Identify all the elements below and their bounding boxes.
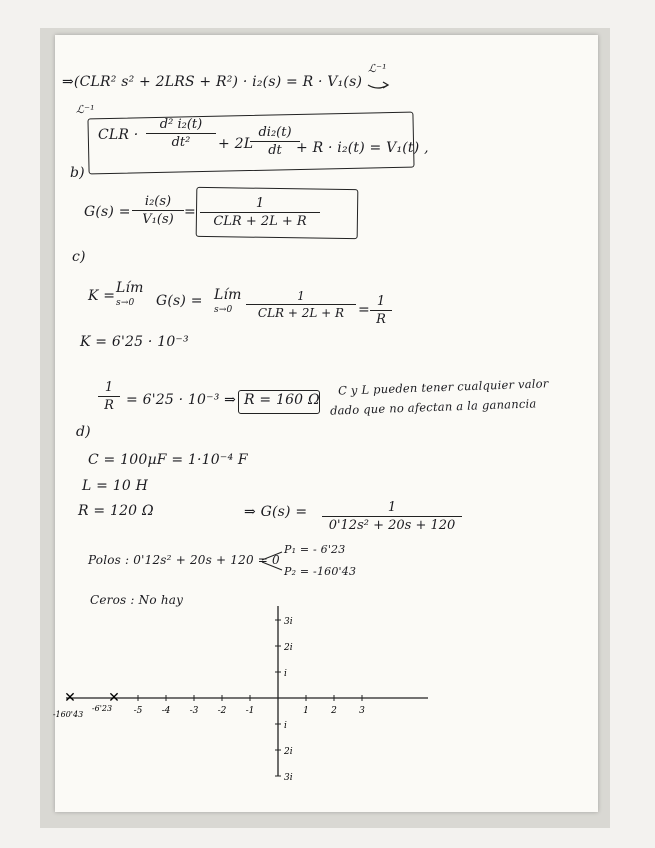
- y-tick-label: 2i: [284, 643, 293, 653]
- gain-fraction: 1 CLR + 2L + R: [246, 289, 356, 320]
- y-tick-label: 3i: [284, 773, 293, 783]
- y-tick-label: i: [284, 721, 287, 731]
- eq2-part-b: + 2L: [218, 136, 254, 152]
- x-tick-label: 1: [303, 706, 309, 716]
- transfer-d-lhs: ⇒ G(s) =: [244, 504, 308, 520]
- eq2-fraction-1: $\frac{\text{d² i₂(t)}}{\text{dt²}}$: [146, 117, 216, 150]
- transfer-function-lhs: G(s) =: [84, 204, 131, 220]
- eq2-part-a: CLR ·: [98, 127, 139, 143]
- pole-2: P₂ = -160'43: [284, 565, 357, 578]
- transfer-fraction-1: $\frac{\text{i₂(s)}}{\text{V₁(s)}}$: [132, 194, 184, 227]
- limit-1-sub: s→0: [116, 298, 135, 308]
- transfer-fraction-2: 1 CLR + 2L + R: [200, 196, 320, 229]
- pole-label-1: -160'43: [52, 710, 84, 719]
- part-d-label: d): [76, 424, 91, 440]
- inductance-value: L = 10 H: [82, 478, 149, 494]
- gain-value: K = 6'25 · 10⁻³: [80, 334, 189, 350]
- pole-marker-1: ✕: [64, 690, 76, 706]
- eq2-part-c: + R · i₂(t) = V₁(t) ,: [296, 140, 429, 156]
- poles-equation: Polos : 0'12s² + 20s + 120 = 0: [88, 553, 280, 567]
- inverse-r-fraction: $\frac{1}{R}$: [98, 380, 120, 413]
- limit-1: Lím: [116, 280, 144, 296]
- pole-marker-2: ✕: [108, 690, 120, 706]
- gain-lhs: K =: [88, 288, 116, 304]
- transfer-d-fraction: $\frac{1}{\text{0'12s² + 20s + 120}}$: [322, 500, 462, 533]
- x-tick-label: 3: [359, 706, 365, 716]
- note-line-2: dado que no afectan a la ganancia: [329, 396, 537, 418]
- gain-eq-sign: =: [358, 302, 370, 318]
- pole-label-2: -6'23: [91, 704, 113, 713]
- part-c-label: c): [72, 249, 86, 265]
- x-tick-label: -2: [217, 706, 227, 716]
- gain-inverse-r: $\frac{1}{R}$: [370, 294, 392, 327]
- transfer-eq-sign: =: [184, 204, 196, 220]
- y-tick-label: 2i: [284, 747, 293, 757]
- resistance-result: R = 160 Ω: [244, 392, 320, 408]
- limit-2: Lím: [214, 287, 242, 303]
- pole-1: P₁ = - 6'23: [284, 543, 346, 556]
- resistance-value: R = 120 Ω: [78, 503, 154, 519]
- note-line-1: C y L pueden tener cualquier valor: [337, 376, 549, 398]
- y-tick-label: i: [284, 669, 287, 679]
- inverse-laplace-label-2: ℒ⁻¹: [76, 103, 95, 116]
- y-tick-label: 3i: [284, 617, 293, 627]
- gain-g: G(s) =: [156, 293, 203, 309]
- x-tick-label: 2: [331, 706, 337, 716]
- part-b-label: b): [70, 165, 85, 181]
- eq2-fraction-2: $\frac{\text{di₂(t)}}{dt}$: [250, 125, 300, 158]
- x-tick-label: -1: [245, 706, 255, 716]
- x-tick-label: -3: [189, 706, 199, 716]
- equation-line-1: ⇒(CLR² s² + 2LRS + R²) · i₂(s) = R · V₁(s): [62, 74, 363, 90]
- inverse-laplace-label-1: ℒ⁻¹: [368, 62, 387, 75]
- x-tick-label: -5: [133, 706, 143, 716]
- zeros-statement: Ceros : No hay: [90, 593, 184, 607]
- inverse-r-rhs: = 6'25 · 10⁻³ ⇒: [126, 392, 237, 408]
- x-tick-label: -4: [161, 706, 171, 716]
- limit-2-sub: s→0: [214, 305, 233, 315]
- capacitance-value: C = 100µF = 1·10⁻⁴ F: [88, 452, 248, 468]
